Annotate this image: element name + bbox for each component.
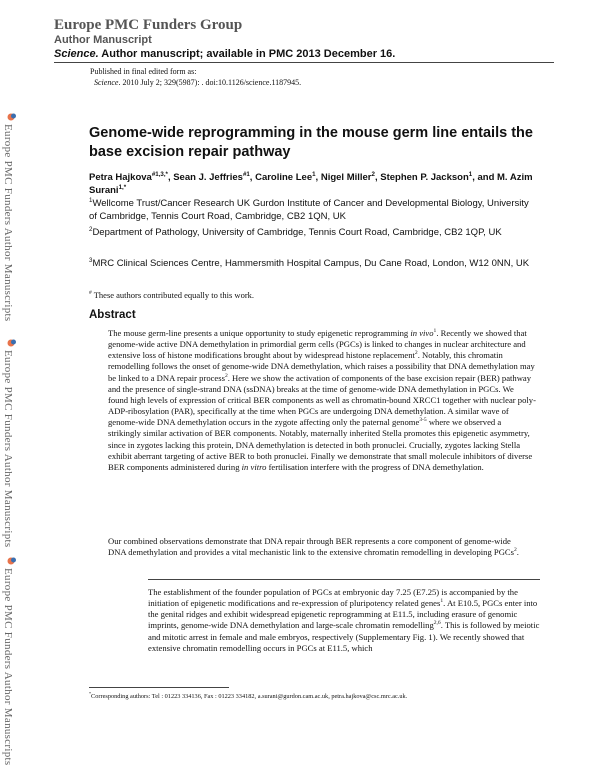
affiliation-text: MRC Clinical Sciences Centre, Hammersmith Hospital Campus, Du Cane Road, London, W12 0NN, UK [92,258,530,269]
abstract-text: . Notably, this chromatin remodelling follows the onset of genome-wide DNA demethylation, which raises a possibility that DNA demethylation may be linked to a DNA repair process [108,350,535,383]
affiliation-3 [89,258,539,271]
body-text: . This is followed by meiotic and mitotic arrest in female and male embryos, respectively (Supplementary Fig. 1). We recently showed that extensive chromatin remodelling occurs in PGCs at E11.5, which [148,620,540,653]
author-sup: #1,3,* [151,170,168,178]
ref-sup: 2,6 [433,620,441,627]
abstract-paragraph-2 [108,536,528,558]
availability-text: Author manuscript; available in PMC 2013 December 16. [98,48,396,60]
abstract-text: . Recently we showed that genome-wide active DNA demethylation in primordial germ cells (PGCs) is linked to changes in nuclear architecture and extensive loss of histone modifications brought about by widespread histone replacement [108,328,527,361]
published-label: Published in final edited form as: [90,67,197,76]
body-paragraph [148,587,540,654]
corresponding-footnote [89,690,408,700]
ref-sup: 2 [224,372,228,379]
sidebar-label: Europe PMC Funders Author Manuscripts [2,124,14,322]
sidebar-label: Europe PMC Funders Author Manuscripts [2,568,14,766]
author-list: Petra Hajkova$^{\#1,3,*}$, Sean J. Jeffries$^{\#1}$, Caroline Lee$^1$, Nigel Miller$^2$, Stephen P. Jackson$^1$, and M. Azim Surani$^{1,*}$ [89,170,533,196]
body-text: The establishment of the founder population of PGCs at embryonic day 7.25 (E7.25) is accompanied by the initiation of epigenetic modifications and re-expression of pluripotency related genes [148,587,518,609]
europepmc-logo-icon [7,556,17,566]
sidebar-label: Europe PMC Funders Author Manuscripts [2,350,14,548]
abstract-heading: Abstract [89,309,136,321]
funder-header [54,17,574,61]
availability-line [54,47,574,61]
author-name: Petra Hajkova [89,172,152,183]
body-text: . At E10.5, PGCs enter into the genital ridges and exhibit widespread epigenetic reprogramming at E11.5, including erasure of genomic imprints, genome-wide DNA demethylation and large-scale chromatin remodelling [148,598,538,631]
abstract-italic: in vitro [241,461,267,472]
equal-contribution-note [89,290,254,300]
ref-sup: 3-5 [419,417,427,424]
author-sup: 1 [312,170,316,178]
ref-sup: 2 [513,547,517,554]
abstract-text: fertilisation interfere with the progress of DNA demethylation. [266,461,484,472]
sidebar-watermark-1 [2,112,24,322]
author-name: Nigel Miller [320,172,372,183]
affiliation-sup: 2 [89,225,93,233]
footnote-rule [89,687,229,688]
sidebar-watermark-3 [2,556,24,766]
citation-line [90,77,301,88]
header-rule [54,62,554,63]
affiliation-sup: 3 [89,256,93,264]
author-sup: 1 [468,170,473,178]
ref-sup: 1 [440,598,444,605]
equal-text: These authors contributed equally to this work. [91,290,255,300]
author-sup: 1,* [118,183,127,191]
author-sup: #1 [242,170,250,178]
author-sup: 2 [371,170,375,178]
abstract-text: The mouse germ-line presents a unique opportunity to study epigenetic reprogramming [108,328,411,338]
abstract-paragraph-1 [108,328,536,473]
abstract-italic: in vivo [410,328,434,338]
ref-sup: 2 [414,350,418,357]
europepmc-logo-icon [7,112,17,122]
ref-sup: 1 [433,328,437,335]
published-info [90,66,301,88]
abstract-text: where we observed a strikingly similar activation of BER components. Notably, maternally inherited Stella promotes this epigenetic asymmetry, since in zygotes lacking this protein, DNA demethylation is detected in both pronuclei. Crucially, zygotes lacking Stella exhibit aberrant targeting of active BER to both pronuclei. Finally we demonstrate that small molecule inhibitors of diverse BER components administered during [108,417,533,472]
affiliation-2 [89,227,539,240]
author-name: Stephen P. Jackson [380,172,469,183]
funder-group-title: Europe PMC Funders Group [54,17,243,33]
citation-details: . 2010 July 2; 329(5987): . doi:10.1126/science.1187945. [118,78,302,87]
citation-journal: Science [94,78,119,87]
footnote-sup: * [89,690,92,696]
europepmc-logo-icon [7,338,17,348]
author-name: Sean J. Jeffries [173,172,243,183]
manuscript-label: Author Manuscript [54,34,152,46]
affiliation-1 [89,198,539,223]
affiliation-text: Wellcome Trust/Cancer Research UK Gurdon Institute of Cancer and Developmental Biology, University of Cambridge, Tennis Court Road, Cambridge, CB2 1QN, UK [89,198,529,222]
journal-name: Science. [54,48,99,60]
author-name: M. Azim Surani [89,172,533,196]
abstract-text: Our combined observations demonstrate that DNA repair through BER represents a core component of genome-wide DNA demethylation and provides a vital mechanistic link to the extensive chromatin remodelling in developing PGCs [108,536,514,558]
abstract-text: . Here we show the activation of components of the base excision repair (BER) pathway and the presence of single-strand DNA (ssDNA) breaks at the time of genome-wide DNA demethylation in PGCs. We found high levels of expression of critical BER components as well as chromatin-bound XRCC1 together with nuclear poly-ADP-ribosylation (PAR), specifically at the time when PGCs are undergoing DNA demethylation. A similar wave of genome-wide DNA demethylation occurs in the zygote affecting only the paternal genome [108,372,536,428]
author-name: Caroline Lee [255,172,313,183]
author-and: and [477,172,495,183]
abstract-text: . [516,547,519,558]
affiliation-text: Department of Pathology, University of Cambridge, Tennis Court Road, Cambridge, CB2 1QP, UK [92,227,502,238]
affiliation-sup: 1 [89,196,93,204]
footnote-text: Corresponding authors: Tel : 01223 334136, Fax : 01223 334182, a.surani@gurdon.cam.ac.uk, petra.hajkova@csc.mrc.ac.uk. [91,693,408,700]
paper-title: Genome-wide reprogramming in the mouse germ line entails the base excision repair pathway [89,125,533,160]
equal-sup: # [89,290,92,297]
section-rule [148,579,540,580]
sidebar-watermark-2 [2,338,24,548]
